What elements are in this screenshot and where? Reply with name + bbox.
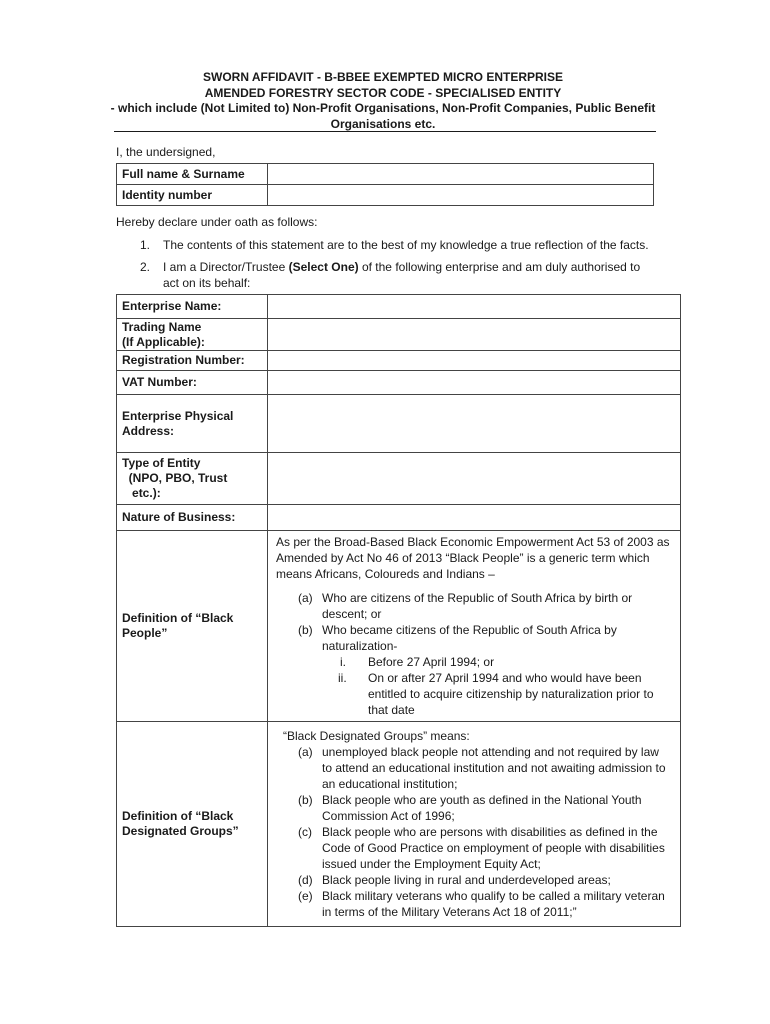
table-row [117,505,681,531]
list-item: (b) Black people who are youth as defined in the National Youth Commission Act of 1996; [298,793,642,823]
black-people-list [276,590,672,718]
table-row [117,453,681,505]
full-name-field[interactable] [268,164,654,185]
vat-number-label: VAT Number: [117,371,268,395]
person-details-table [116,163,654,206]
designated-groups-definition-label: Definition of “Black Designated Groups” [117,722,268,927]
black-people-intro: As per the Broad-Based Black Economic Empowerment Act 53 of 2003 as Amended by Act No 46 of 2013 “Black People” is a generic term which means Africans, Coloureds and Indians – [276,535,670,581]
statement-1: The contents of this statement are to the best of my knowledge a true reflection of the facts. [163,238,649,252]
title-line-2: AMENDED FORESTRY SECTOR CODE - SPECIALISED ENTITY [204,85,562,100]
designated-groups-list [276,744,672,920]
list-item: (a) Who are citizens of the Republic of South Africa by birth or descent; or [298,591,633,621]
entity-type-field[interactable] [268,453,681,505]
list-item: (e) Black military veterans who qualify to be called a military veteran in terms of the Military Veterans Act 18 of 2011;” [298,889,665,919]
table-row [117,185,654,206]
list-item: ii. On or after 27 April 1994 and who would have been entitled to acquire citizenship by naturalization prior to that date [338,671,654,717]
enterprise-details-table [116,294,681,927]
trading-name-field[interactable] [268,319,681,351]
vat-number-field[interactable] [268,371,681,395]
registration-number-field[interactable] [268,351,681,371]
statement-number-1: 1. [140,238,151,252]
nature-of-business-label: Nature of Business: [117,505,268,531]
physical-address-field[interactable] [268,395,681,453]
list-item: (c) Black people who are persons with disabilities as defined in the Code of Good Practice on employment of people with disabilities issued under the Employment Equity Act; [298,825,665,871]
table-row [117,371,681,395]
identity-number-field[interactable] [268,185,654,206]
table-row [117,395,681,453]
table-row [117,319,681,351]
intro-text: I, the undersigned, [116,145,216,159]
statement-2: I am a Director/Trustee (Select One) of the following enterprise and am duly authorised to act on its behalf: [163,260,641,290]
table-row [117,722,681,927]
black-people-definition-label: Definition of “Black People” [117,531,268,722]
entity-type-label: Type of Entity (NPO, PBO, Trust etc.): [117,453,268,505]
select-one-emphasis: (Select One) [288,260,359,274]
title-line-1: SWORN AFFIDAVIT - B-BBEE EXEMPTED MICRO ENTERPRISE [202,70,563,84]
enterprise-name-field[interactable] [268,295,681,319]
table-row [117,295,681,319]
document-title [110,70,656,132]
trading-name-label: Trading Name (If Applicable): [117,319,268,351]
registration-number-label: Registration Number: [117,351,268,371]
statement-number-2: 2. [140,260,151,274]
physical-address-label: Enterprise Physical Address: [117,395,268,453]
list-item: (a) unemployed black people not attending and not required by law to attend an educational institution and not awaiting admission to an educational institution; [298,745,666,791]
full-name-label: Full name & Surname [117,164,268,185]
designated-groups-intro: “Black Designated Groups” means: [283,729,470,743]
list-item: i. Before 27 April 1994; or [340,655,495,669]
list-item: (b) Who became citizens of the Republic of South Africa by naturalization- [298,623,617,653]
table-row [117,351,681,371]
enterprise-name-label: Enterprise Name: [117,295,268,319]
identity-number-label: Identity number [117,185,268,206]
title-line-3: - which include (Not Limited to) Non-Profit Organisations, Non-Profit Companies, Public Benefit Organisations etc. [110,101,656,131]
black-people-definition [268,531,681,722]
declare-text: Hereby declare under oath as follows: [116,215,318,229]
nature-of-business-field[interactable] [268,505,681,531]
table-row [117,531,681,722]
title-divider [114,131,656,132]
table-row [117,164,654,185]
designated-groups-definition [268,722,681,927]
list-item: (d) Black people living in rural and underdeveloped areas; [298,873,611,887]
